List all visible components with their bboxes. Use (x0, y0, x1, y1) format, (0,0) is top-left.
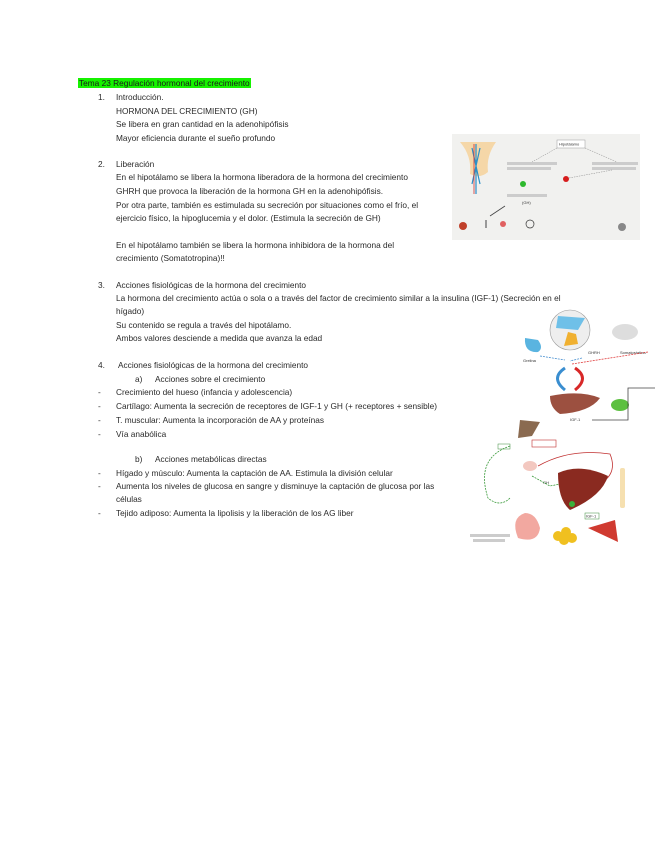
text-line: Ambos valores desciende a medida que avanza la edad (116, 333, 323, 343)
subsection-heading: Acciones sobre el crecimiento (155, 374, 266, 384)
text-line: HORMONA DEL CRECIMIENTO (GH) (116, 106, 258, 116)
figure-gh-release-diagram (452, 134, 640, 240)
figure-gh-metabolic-effects (470, 418, 635, 548)
bullet-item: Crecimiento del hueso (infancia y adolescencia) (116, 387, 293, 397)
text-line: GHRH que provoca la liberación de la hormona GH en la adenohipófisis. (116, 186, 384, 196)
figure-gh-axis-diagram (520, 308, 655, 423)
section-number: 2. (98, 159, 105, 169)
section-number: 1. (98, 92, 105, 102)
hypothalamus-label: Hipotálamo (559, 141, 580, 147)
text-line: ejercicio físico, la hipoglucemia y el dolor. (Estimula la secreción de GH) (116, 213, 381, 223)
bullet-item: Tejido adiposo: Aumenta la lipolisis y la liberación de los AG liber (116, 508, 354, 518)
bullet-dash: - (98, 429, 101, 439)
document-title: Tema 23 Regulación hormonal del crecimiento (79, 78, 250, 88)
bullet-item: Hígado y músculo: Aumenta la captación de AA. Estimula la división celular (116, 468, 393, 478)
section-heading: Liberación (116, 159, 155, 169)
section-heading: Acciones fisiológicas de la hormona del crecimiento (116, 280, 307, 290)
gh-label: (GH) (522, 200, 531, 205)
text-line: Se libera en gran cantidad en la adenohipófisis (116, 119, 289, 129)
subsection-heading: Acciones metabólicas directas (155, 454, 267, 464)
ghrelin-label: Grelina (523, 358, 536, 363)
bullet-item: T. muscular: Aumenta la incorporación de AA y proteínas (116, 415, 324, 425)
bullet-dash: - (98, 481, 101, 491)
subsection-letter: b) (135, 454, 143, 464)
igf1-label: IGF-1 (586, 513, 597, 519)
text-line: En el hipotálamo se libera la hormona liberadora de la hormona del crecimiento (116, 172, 408, 182)
text-line: Mayor eficiencia durante el sueño profundo (116, 133, 276, 143)
text-line: Su contenido se regula a través del hipotálamo. (116, 320, 292, 330)
bullet-dash: - (98, 401, 101, 411)
text-line: hígado) (116, 306, 145, 316)
text-line: crecimiento (Somatotropina)!! (116, 253, 225, 263)
subsection-letter: a) (135, 374, 143, 384)
text-line: En el hipotálamo también se libera la hormona inhibidora de la hormona del (116, 240, 395, 250)
gh-label: GH (543, 480, 549, 485)
bullet-item: Vía anabólica (116, 429, 167, 439)
section-number: 4. (98, 360, 105, 370)
section-number: 3. (98, 280, 105, 290)
bullet-dash: - (98, 387, 101, 397)
ghrh-label: GHRH (588, 350, 600, 355)
text-line: Por otra parte, también es estimulada su secreción por situaciones como el frío, el (116, 200, 419, 210)
bullet-dash: - (98, 508, 101, 518)
igf1-label: IGF-1 (570, 417, 581, 422)
bullet-item: Aumenta los niveles de glucosa en sangre y disminuye la captación de glucosa por las (116, 481, 435, 491)
somatostatin-label: Somatostatina (620, 350, 646, 355)
text-line: La hormona del crecimiento actúa o sola o a través del factor de crecimiento similar a la insulina (IGF-1) (Secreción en el (116, 293, 561, 303)
bullet-dash: - (98, 468, 101, 478)
section-heading: Introducción. (116, 92, 164, 102)
bullet-item-continuation: células (116, 494, 142, 504)
bullet-item: Cartílago: Aumenta la secreción de receptores de IGF-1 y GH (+ receptores + sensible) (116, 401, 437, 411)
section-heading: Acciones fisiológicas de la hormona del crecimiento (118, 360, 309, 370)
bullet-dash: - (98, 415, 101, 425)
